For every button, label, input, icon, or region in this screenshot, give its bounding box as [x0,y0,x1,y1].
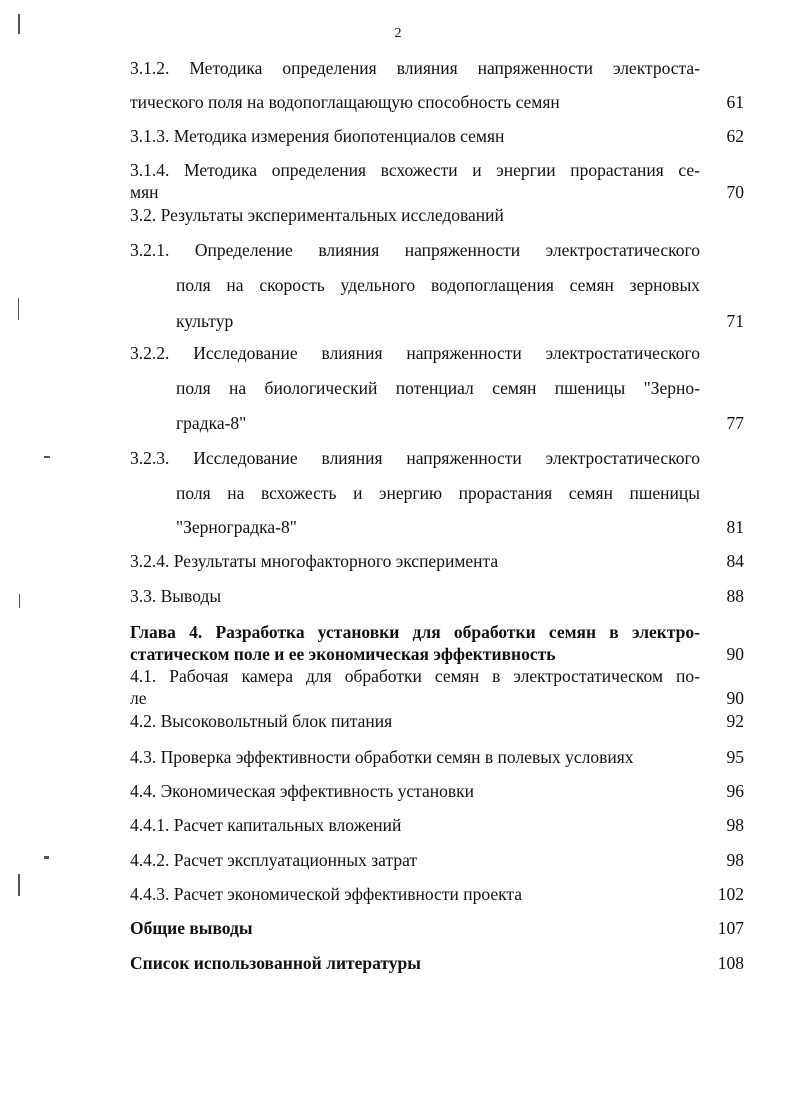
toc-entry-3-2-2-line3: градка-8" [176,413,247,433]
toc-page-4-2: 92 [726,711,744,731]
toc-entry-references: Список использованной литературы [130,953,421,973]
scan-mark [18,874,20,896]
toc-page-chapter-4: 90 [726,644,744,664]
toc-page-3-2-1: 71 [726,311,744,331]
toc-page-3-1-2: 61 [726,92,744,112]
toc-page-references: 108 [717,953,744,973]
toc-page-4-1: 90 [726,688,744,708]
toc-page-3-2-2: 77 [726,413,744,433]
toc-page-3-2-4: 84 [726,551,744,571]
toc-entry-3-2-2-line2: поля на биологический потенциал семян пшеницы "Зерно- [176,378,700,398]
toc-entry-4-1-line2: ле [130,688,147,708]
scan-mark [18,298,19,320]
toc-page-3-3: 88 [726,586,744,606]
toc-entry-4-4: 4.4. Экономическая эффективность установки [130,781,474,801]
toc-page-4-4: 96 [726,781,744,801]
scan-mark [44,856,49,859]
toc-page-4-3: 95 [726,747,744,767]
toc-entry-3-2-3-line1: 3.2.3. Исследование влияния напряженности электростатического [130,448,700,468]
toc-entry-3-2-1-line2: поля на скорость удельного водопоглащения семян зерновых [176,275,700,295]
toc-page-4-4-1: 98 [726,815,744,835]
toc-chapter-4-line1: Глава 4. Разработка установки для обработки семян в электро- [130,622,700,642]
toc-page-3-1-4: 70 [726,182,744,202]
toc-entry-3-2-3-line3: "Зерноградка-8" [176,517,297,537]
toc-entry-3-2: 3.2. Результаты экспериментальных исследований [130,205,504,225]
toc-entry-3-3: 3.3. Выводы [130,586,222,606]
toc-entry-4-4-3: 4.4.3. Расчет экономической эффективности проекта [130,884,522,904]
toc-entry-3-2-1-line3: культур [176,311,234,331]
toc-page-3-2-3: 81 [726,517,744,537]
toc-page-4-4-3: 102 [717,884,744,904]
toc-entry-3-1-4-line1: 3.1.4. Методика определения всхожести и энергии прорастания се- [130,160,700,180]
scan-mark [19,594,20,608]
toc-entry-3-2-2-line1: 3.2.2. Исследование влияния напряженности электростатического [130,343,700,363]
toc-entry-4-2: 4.2. Высоковольтный блок питания [130,711,393,731]
toc-chapter-4-line2: статическом поле и ее экономическая эффективность [130,644,556,664]
toc-page-summary: 107 [717,918,744,938]
toc-entry-3-1-4-line2: мян [130,182,159,202]
toc-entry-4-4-2: 4.4.2. Расчет эксплуатационных затрат [130,850,418,870]
toc-entry-3-1-3: 3.1.3. Методика измерения биопотенциалов семян [130,126,505,146]
toc-page-4-4-2: 98 [726,850,744,870]
toc-entry-3-2-4: 3.2.4. Результаты многофакторного эксперимента [130,551,499,571]
toc-page-3-1-3: 62 [726,126,744,146]
toc-entry-3-2-3-line2: поля на всхожесть и энергию прорастания семян пшеницы [176,483,700,503]
toc-entry-summary: Общие выводы [130,918,253,938]
page-number: 2 [394,26,402,41]
toc-entry-4-1-line1: 4.1. Рабочая камера для обработки семян в электростатическом по- [130,666,700,686]
toc-entry-3-1-2-line2: тического поля на водопоглащающую способность семян [130,92,560,112]
toc-entry-3-2-1-line1: 3.2.1. Определение влияния напряженности электростатического [130,240,700,260]
toc-entry-4-3: 4.3. Проверка эффективности обработки семян в полевых условиях [130,747,634,767]
toc-entry-3-1-2-line1: 3.1.2. Методика определения влияния напряженности электроста- [130,58,700,78]
scan-mark [44,456,50,458]
toc-entry-4-4-1: 4.4.1. Расчет капитальных вложений [130,815,402,835]
